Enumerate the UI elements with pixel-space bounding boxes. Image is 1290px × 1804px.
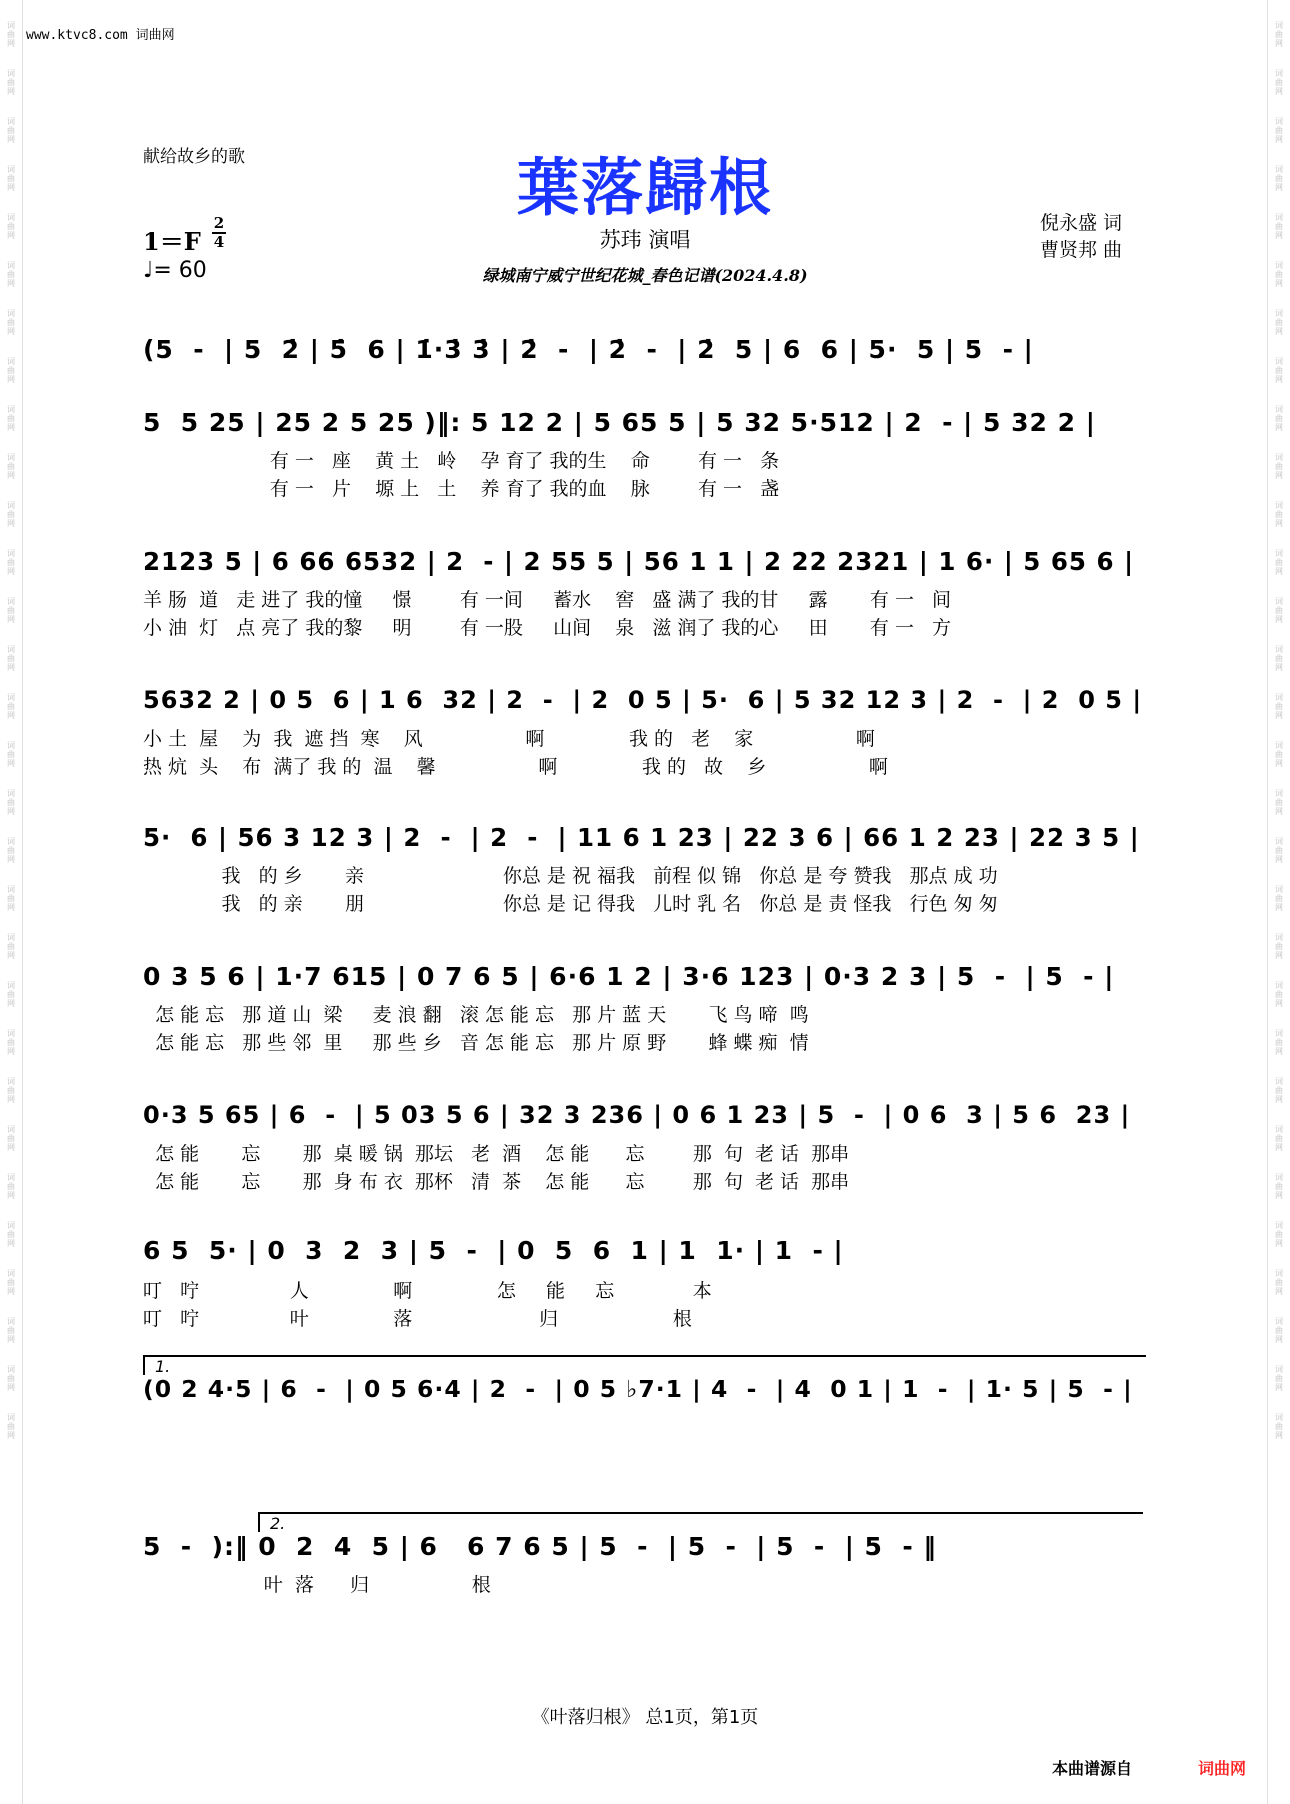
singer: 苏玮 演唱 [599,228,691,252]
watermark-text: 词 曲 网 [7,741,15,768]
lyric-line: 小 土 屋 为 我 遮 挡 寒 风 啊 我 的 老 家 啊 [143,728,875,750]
watermark-text: 词 曲 网 [7,885,15,912]
volta-number: 2. [270,1514,286,1533]
watermark-text: 词 曲 网 [1275,693,1283,720]
watermark-text: 词 曲 网 [7,1173,15,1200]
watermark-text: 词 曲 网 [7,597,15,624]
watermark-text: 词 曲 网 [7,645,15,672]
watermark-text: 词 曲 网 [1275,645,1283,672]
song-title: 葉落歸根 [516,151,773,224]
watermark-text: 词 曲 网 [1275,1269,1283,1296]
watermark-text: 词 曲 网 [1275,117,1283,144]
watermark-text: 词 曲 网 [7,693,15,720]
watermark-text: 词 曲 网 [1275,933,1283,960]
dedication: 献给故乡的歌 [143,147,245,167]
key-signature: 1＝F [143,227,201,256]
notation-line: 5· 6 | 56 3 12 3 | 2 - | 2 - | 11 6 1 23 | 22 3 6 | 66 1 2 23 | 22 3 5 | [143,823,1140,852]
watermark-text: 词 曲 网 [7,501,15,528]
credits [1040,210,1122,264]
notation-line: 5632 2 | 0 5 6 | 1 6 32 | 2 - | 2 0 5 | 5· 6 | 5 32 12 3 | 2 - | 2 0 5 | [143,686,1143,714]
lyric-line: 怎 能 忘 那 桌 暖 锅 那坛 老 酒 怎 能 忘 那 句 老 话 那串 [143,1143,850,1165]
lyric-line: 我 的 亲 朋 你总 是 记 得我 儿时 乳 名 你总 是 责 怪我 行色 匆 匆 [143,893,998,915]
notation-line: 2123 5 | 6 66 6532 | 2 - | 2 55 5 | 56 1 1 | 2 22 2321 | 1 6· | 5 65 6 | [143,547,1135,576]
notation-line: 5 - ):‖ 0 2 4 5 | 6 6 7 6 5 | 5 - | 5 - | 5 - | 5 - ‖ [143,1532,937,1561]
time-sig-bottom: 4 [213,233,225,251]
watermark-text: 词 曲 网 [1275,1221,1283,1248]
watermark-text: 词 曲 网 [1275,261,1283,288]
lyric-line: 怎 能 忘 那 身 布 衣 那杯 清 茶 怎 能 忘 那 句 老 话 那串 [143,1171,850,1193]
lyric-line: 小 油 灯 点 亮了 我的黎 明 有 一股 山间 泉 滋 润了 我的心 田 有 一 方 [143,617,952,639]
watermark-text: 词 曲 网 [1275,165,1283,192]
watermark-text: 词 曲 网 [1275,1173,1283,1200]
site-url[interactable]: www.ktvc8.com 词曲网 [26,28,175,43]
watermark-text: 词 曲 网 [1275,21,1283,48]
lyric-line: 有 一 片 塬 上 土 养 育了 我的血 脉 有 一 盏 [143,478,780,500]
notation-line: 6 5 5· | 0 3 2 3 | 5 - | 0 5 6 1 | 1 1· | 1 - | [143,1236,844,1265]
lyric-line: 叶 落 归 根 [143,1574,491,1596]
watermark-text: 词 曲 网 [7,357,15,384]
watermark-text: 词 曲 网 [1275,549,1283,576]
watermark-text: 词 曲 网 [1275,213,1283,240]
composer: 曹贤邦 曲 [1040,239,1123,261]
notation-line: (5 - | 5 2̇ | 5̇ 6 | 1̇·3̇ 3̇ | 2̇ - | 2̇ - | 2̇ 5 | 6 6 | 5· 5 | 5 - | [143,335,1034,364]
watermark-text: 词 曲 网 [1275,741,1283,768]
watermark-text: 词 曲 网 [7,213,15,240]
watermark-text: 词 曲 网 [1275,1029,1283,1056]
notation-line: 5 5 25 | 25 2 5 25 )‖: 5 12 2 | 5 65 5 | 5 32 5·512 | 2 - | 5 32 2 | [143,408,1096,437]
lyric-line: 热 炕 头 布 满了 我 的 温 馨 啊 我 的 故 乡 啊 [143,756,888,778]
lyric-line: 叮 咛 人 啊 怎 能 忘 本 [143,1280,712,1302]
watermark-text: 词 曲 网 [7,405,15,432]
watermark-text: 词 曲 网 [1275,309,1283,336]
watermark-text: 词 曲 网 [7,1029,15,1056]
volta-number: 1. [155,1357,171,1376]
time-sig-top: 2 [213,214,225,232]
watermark-text: 词 曲 网 [7,309,15,336]
watermark-text: 词 曲 网 [7,789,15,816]
lyric-line: 怎 能 忘 那 些 邻 里 那 些 乡 音 怎 能 忘 那 片 原 野 蜂 蝶 痴 情 [143,1032,809,1054]
watermark-text: 词 曲 网 [1275,1413,1283,1440]
lyric-line: 羊 肠 道 走 进了 我的憧 憬 有 一间 蓄水 窖 盛 满了 我的甘 露 有 一 间 [143,589,952,611]
watermark-text: 词 曲 网 [7,933,15,960]
lyric-line: 有 一 座 黄 土 岭 孕 育了 我的生 命 有 一 条 [143,450,780,472]
watermark-text: 词 曲 网 [1275,1077,1283,1104]
watermark-text: 词 曲 网 [7,69,15,96]
watermark-text: 词 曲 网 [7,453,15,480]
watermark-text: 词 曲 网 [1275,789,1283,816]
watermark-text: 词 曲 网 [7,1269,15,1296]
watermark-text: 词 曲 网 [1275,69,1283,96]
watermark-text: 词 曲 网 [7,837,15,864]
notation-line: 0 3 5 6 | 1·7 615 | 0 7 6 5 | 6·6 1 2 | 3·6 123 | 0·3 2 3 | 5 - | 5 - | [143,962,1115,991]
watermark-text: 词 曲 网 [1275,597,1283,624]
watermark-text: 词 曲 网 [7,1317,15,1344]
watermark-text: 词 曲 网 [7,261,15,288]
lyricist: 倪永盛 词 [1040,212,1123,234]
watermark-text: 词 曲 网 [7,1221,15,1248]
watermark-text: 词 曲 网 [1275,885,1283,912]
tempo-marking: ♩= 60 [143,258,207,283]
source-site-link[interactable]: 词曲网 [1198,1759,1247,1778]
watermark-text: 词 曲 网 [7,1365,15,1392]
watermark-text: 词 曲 网 [7,549,15,576]
watermark-text: 词 曲 网 [7,117,15,144]
watermark-text: 词 曲 网 [7,21,15,48]
watermark-text: 词 曲 网 [1275,981,1283,1008]
watermark-text: 词 曲 网 [1275,357,1283,384]
transcriber-note: 绿城南宁威宁世纪花城_春色记谱(2024.4.8) [482,266,808,285]
watermark-text: 词 曲 网 [7,1125,15,1152]
notation-line: 0·3 5 65 | 6 - | 5 03 5 6 | 32 3 236 | 0 6 1 23 | 5 - | 0 6 3 | 5 6 23 | [143,1101,1131,1129]
watermark-text: 词 曲 网 [7,165,15,192]
watermark-text: 词 曲 网 [7,1077,15,1104]
watermark-text: 词 曲 网 [1275,837,1283,864]
watermark-text: 词 曲 网 [1275,1317,1283,1344]
watermark-text: 词 曲 网 [7,1413,15,1440]
lyric-line: 怎 能 忘 那 道 山 梁 麦 浪 翻 滚 怎 能 忘 那 片 蓝 天 飞 鸟 啼 鸣 [143,1004,809,1026]
watermark-text: 词 曲 网 [1275,501,1283,528]
source-label: 本曲谱源自 [1052,1759,1133,1778]
watermark-text: 词 曲 网 [7,981,15,1008]
notation-line: (0 2 4·5 | 6 - | 0 5 6·4 | 2 - | 0 5 ♭7·1 | 4 - | 4 0 1 | 1 - | 1· 5 | 5 - | [143,1375,1133,1403]
watermark-text: 词 曲 网 [1275,1365,1283,1392]
watermark-text: 词 曲 网 [1275,405,1283,432]
lyric-line: 叮 咛 叶 落 归 根 [143,1308,692,1330]
watermark-text: 词 曲 网 [1275,453,1283,480]
page-info: 《叶落归根》 总1页，第1页 [531,1707,759,1728]
watermark-text: 词 曲 网 [1275,1125,1283,1152]
lyric-line: 我 的 乡 亲 你总 是 祝 福我 前程 似 锦 你总 是 夸 赞我 那点 成 功 [143,865,998,887]
